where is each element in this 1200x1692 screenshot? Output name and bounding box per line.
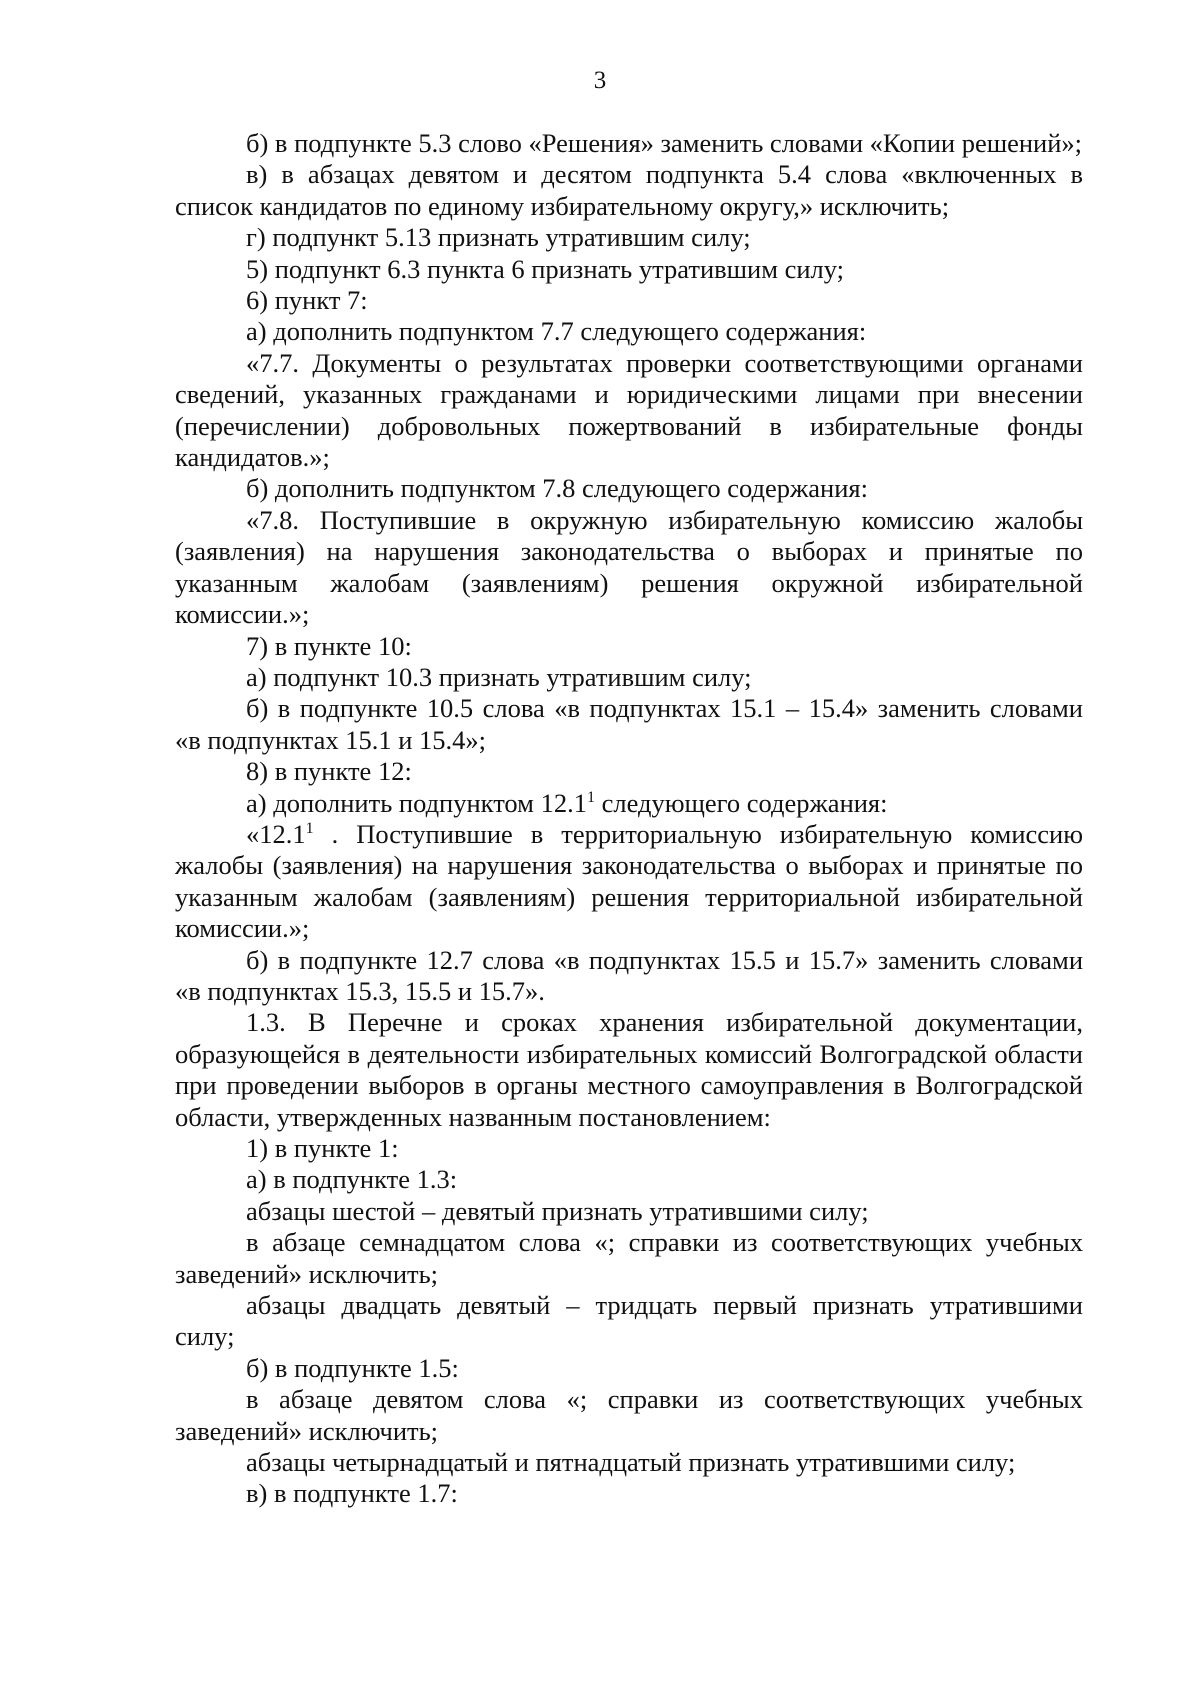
paragraph: в) в абзацах девятом и десятом подпункта 5.4 слова «включенных в список кандидатов по единому избирательному округу,» исключить; (175, 159, 1083, 221)
superscript: 1 (586, 788, 595, 806)
paragraph: б) в подпункте 12.7 слова «в подпунктах 15.5 и 15.7» заменить словами «в подпунктах 15.3, 15.5 и 15.7». (175, 944, 1083, 1006)
paragraph-text: «12.1 (246, 818, 306, 849)
paragraph: 8) в пункте 12: (246, 756, 412, 787)
paragraph: абзацы шестой – девятый признать утратившими силу; (246, 1195, 869, 1226)
superscript: 1 (305, 819, 314, 837)
paragraph: в абзаце девятом слова «; справки из соответствующих учебных заведений» исключить; (175, 1384, 1083, 1446)
page-number: 3 (593, 67, 607, 94)
paragraph: г) подпункт 5.13 признать утратившим силу; (246, 222, 751, 253)
paragraph: б) в подпункте 5.3 слово «Решения» заменить словами «Копии решений»; (246, 128, 1083, 158)
paragraph: абзацы двадцать девятый – тридцать первый признать утратившими силу; (175, 1290, 1083, 1352)
paragraph: 7) в пункте 10: (246, 630, 412, 661)
paragraph: б) в подпункте 10.5 слова «в подпунктах 15.1 – 15.4» заменить словами «в подпунктах 15.1 и 15.4»; (175, 693, 1083, 755)
paragraph: 1.3. В Перечне и сроках хранения избирательной документации, образующейся в деятельности избирательных комиссий Волгоградской области при проведении выборов в органы местного самоуправления в Волгоградской области, утвержденных названным постановлением: (175, 1007, 1083, 1132)
paragraph: 1) в пункте 1: (246, 1133, 399, 1163)
paragraph-text: следующего содержания: (594, 787, 888, 818)
paragraph: б) в подпункте 1.5: (246, 1352, 459, 1383)
paragraph (175, 788, 1083, 819)
paragraph: в абзаце семнадцатом слова «; справки из соответствующих учебных заведений» исключить; (175, 1227, 1083, 1289)
paragraph: б) дополнить подпунктом 7.8 следующего содержания: (246, 473, 868, 504)
paragraph-text: а) дополнить подпунктом 12.1 (246, 787, 587, 818)
paragraph: «7.8. Поступившие в окружную избирательную комиссию жалобы (заявления) на нарушения законодательства о выборах и принятые по указанным жалобам (заявлениям) решения окружной избирательной комиссии.»; (175, 504, 1083, 630)
paragraph: а) в подпункте 1.3: (246, 1164, 458, 1195)
paragraph: 6) пункт 7: (246, 285, 368, 316)
paragraph: 5) подпункт 6.3 пункта 6 признать утратившим силу; (246, 253, 845, 284)
paragraph: в) в подпункте 1.7: (246, 1478, 458, 1509)
paragraph: а) подпункт 10.3 признать утратившим силу; (246, 661, 752, 692)
paragraph-text: . Поступившие в территориальную избирательную комиссию жалобы (заявления) на нарушения законодательства о выборах и принятые по указанным жалобам (заявлениям) решения территориальной избирательной комиссии.»; (175, 818, 1083, 944)
paragraph: «7.7. Документы о результатах проверки соответствующими органами сведений, указанных гражданами и юридическими лицами при внесении (перечислении) добровольных пожертвований в избирательные фонды кандидатов.»; (175, 347, 1083, 473)
paragraph (175, 819, 1083, 945)
paragraph: абзацы четырнадцатый и пятнадцатый признать утратившими силу; (246, 1447, 1016, 1478)
paragraph: а) дополнить подпунктом 7.7 следующего содержания: (246, 316, 867, 347)
document-body (175, 128, 1083, 1510)
